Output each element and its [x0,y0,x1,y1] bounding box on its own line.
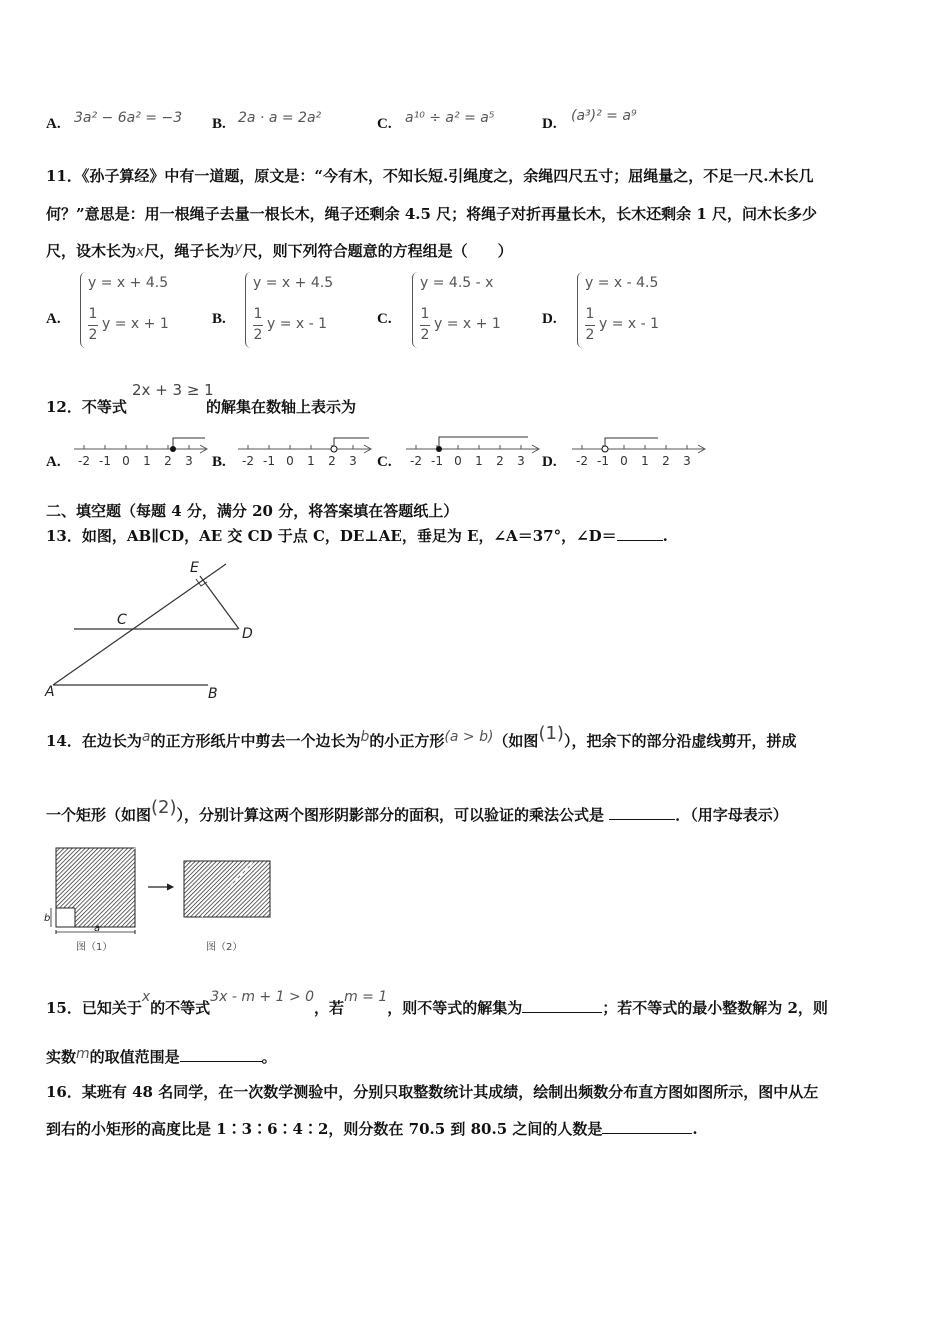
q11-a-eq1: y = x + 4.5 [88,275,169,291]
q10-option-a-expr: 3a² − 6a² = −3 [74,110,183,126]
q12-option-b-label: B. [212,454,226,470]
q14-figures [40,842,290,960]
frac-num: 1 [585,306,595,322]
tick-label: -2 [576,454,588,468]
q14-fig2-ref: (2) [151,797,177,818]
tick-label: -1 [431,454,443,468]
frac-den: 2 [88,327,98,343]
q11-c-eq2: y = x + 1 [434,316,501,332]
tick-label: 3 [683,454,691,468]
frac-bar [585,325,595,326]
q14-line1: 14．在边长为a的正方形纸片中剪去一个边长为b的小正方形(a > b)（如图(1)），把余下的部分沿虚线剪开，拼成 [46,723,797,750]
point-a-label: A [45,684,55,700]
q14-answer-blank[interactable] [609,805,675,820]
q12-option-a-label: A. [46,454,61,470]
q11-c-eq1: y = 4.5 - x [420,275,494,291]
frac-bar [88,325,98,326]
tick-label: 2 [496,454,504,468]
fig1-label-b: b [44,913,51,924]
tick-label: 3 [185,454,193,468]
q15-answer-blank-2[interactable] [180,1047,262,1062]
q16-line1: 16．某班有 48 名同学，在一次数学测验中，分别只取整数统计其成绩，绘制出频数分布直方图如图所示，图中从左 [46,1083,819,1101]
tick-label: -2 [78,454,90,468]
tick-label: 3 [349,454,357,468]
point-c-label: C [117,612,127,628]
tick-label: 2 [164,454,172,468]
q11-b-eq1: y = x + 4.5 [253,275,334,291]
q16-answer-blank[interactable] [602,1119,692,1134]
q12-text-b: 的解集在数轴上表示为 [206,398,357,416]
tick-label: 1 [143,454,151,468]
q11-option-c-label: C. [377,311,392,327]
q12-option-c-label: C. [377,454,392,470]
tick-label: 2 [328,454,336,468]
q15-line2: 实数m的取值范围是 。 [46,1046,277,1066]
fig1-caption: 图（1） [76,942,113,953]
tick-label: -1 [597,454,609,468]
tick-label: -1 [99,454,111,468]
frac-num: 1 [253,306,263,322]
tick-label: 0 [620,454,628,468]
q15-line1: 15．已知关于x的不等式3x - m + 1 > 0，若m = 1，则不等式的解集为 ；若不等式的最小整数解为 2，则 [46,989,828,1017]
q11-option-a-label: A. [46,311,61,327]
number-line-c [402,432,542,472]
q10-option-d-label: D. [542,116,557,132]
q10-option-c-expr: a¹⁰ ÷ a² = a⁵ [405,110,495,126]
tick-label: 1 [641,454,649,468]
q13-answer-blank[interactable] [617,526,663,541]
q11-option-d-label: D. [542,311,557,327]
fig2-caption: 图（2） [206,942,243,953]
frac-den: 2 [253,327,263,343]
q15-inequality: 3x - m + 1 > 0 [210,989,315,1005]
tick-label: -1 [263,454,275,468]
point-e-label: E [190,560,199,576]
frac-bar [253,325,263,326]
q11-d-eq1: y = x - 4.5 [585,275,659,291]
q11-option-b-label: B. [212,311,226,327]
tick-label: 0 [454,454,462,468]
q13-figure [40,552,280,704]
tick-label: -2 [410,454,422,468]
q12-text-a: 12．不等式 [46,398,127,416]
q12-inequality: 2x + 3 ≥ 1 [132,381,214,399]
frac-num: 1 [88,306,98,322]
tick-label: 1 [475,454,483,468]
q11-b-eq2: y = x - 1 [267,316,328,332]
tick-label: -2 [242,454,254,468]
q11-line3: 尺，设木长为x尺，绳子长为y尺，则下列符合题意的方程组是（ ） [46,240,513,260]
q11-d-eq2: y = x - 1 [599,316,660,332]
q14-line2: 一个矩形（如图(2)），分别计算这两个图形阴影部分的面积，可以验证的乘法公式是 ．（用字母表示） [46,797,788,824]
q15-condition: m = 1 [344,989,388,1005]
q15-answer-blank-1[interactable] [522,998,602,1013]
frac-den: 2 [585,327,595,343]
q15-var-x: x [141,989,151,1005]
section-2-title: 二、填空题（每题 4 分，满分 20 分，将答案填在答题纸上） [46,502,459,520]
tick-label: 0 [286,454,294,468]
q10-option-c-label: C. [377,116,392,132]
q10-option-a-label: A. [46,116,61,132]
frac-num: 1 [420,306,430,322]
q11-var-y: y [234,240,243,256]
q10-option-b-expr: 2a · a = 2a² [238,110,322,126]
number-line-d [568,432,708,472]
q13-text: 13．如图，AB∥CD，AE 交 CD 于点 C，DE⊥AE，垂足为 E，∠A＝37°，∠D＝ . [46,527,668,545]
number-line-a [70,432,210,472]
fig1-label-a: a [94,923,101,934]
number-line-b [234,432,374,472]
q16-line2: 到右的小矩形的高度比是 1∶3∶6∶4∶2，则分数在 70.5 到 80.5 之间的人数是 . [46,1120,698,1138]
q10-option-b-label: B. [212,116,226,132]
q11-line1: 11．《孙子算经》中有一道题，原文是：“今有木，不知长短.引绳度之，余绳四尺五寸；屈绳量之，不足一尺.木长几 [46,167,814,185]
q14-var-a: a [141,729,151,745]
tick-label: 3 [517,454,525,468]
tick-label: 1 [307,454,315,468]
frac-den: 2 [420,327,430,343]
point-b-label: B [208,686,218,702]
tick-label: 0 [122,454,130,468]
tick-label: 2 [662,454,670,468]
q15-var-m: m [76,1046,90,1062]
q11-line2: 何？”意思是：用一根绳子去量一根长木，绳子还剩余 4.5 尺；将绳子对折再量长木，长木还剩余 1 尺，问木长多少 [46,205,818,223]
q11-a-eq2: y = x + 1 [102,316,169,332]
q14-var-b: b [360,729,370,745]
frac-bar [420,325,430,326]
point-d-label: D [242,626,253,642]
q10-option-d-expr: (a³)² = a⁹ [571,108,637,124]
q14-fig1-ref: (1) [538,723,564,744]
q12-option-d-label: D. [542,454,557,470]
q14-condition: (a > b) [444,729,494,745]
q11-var-x: x [136,244,145,260]
